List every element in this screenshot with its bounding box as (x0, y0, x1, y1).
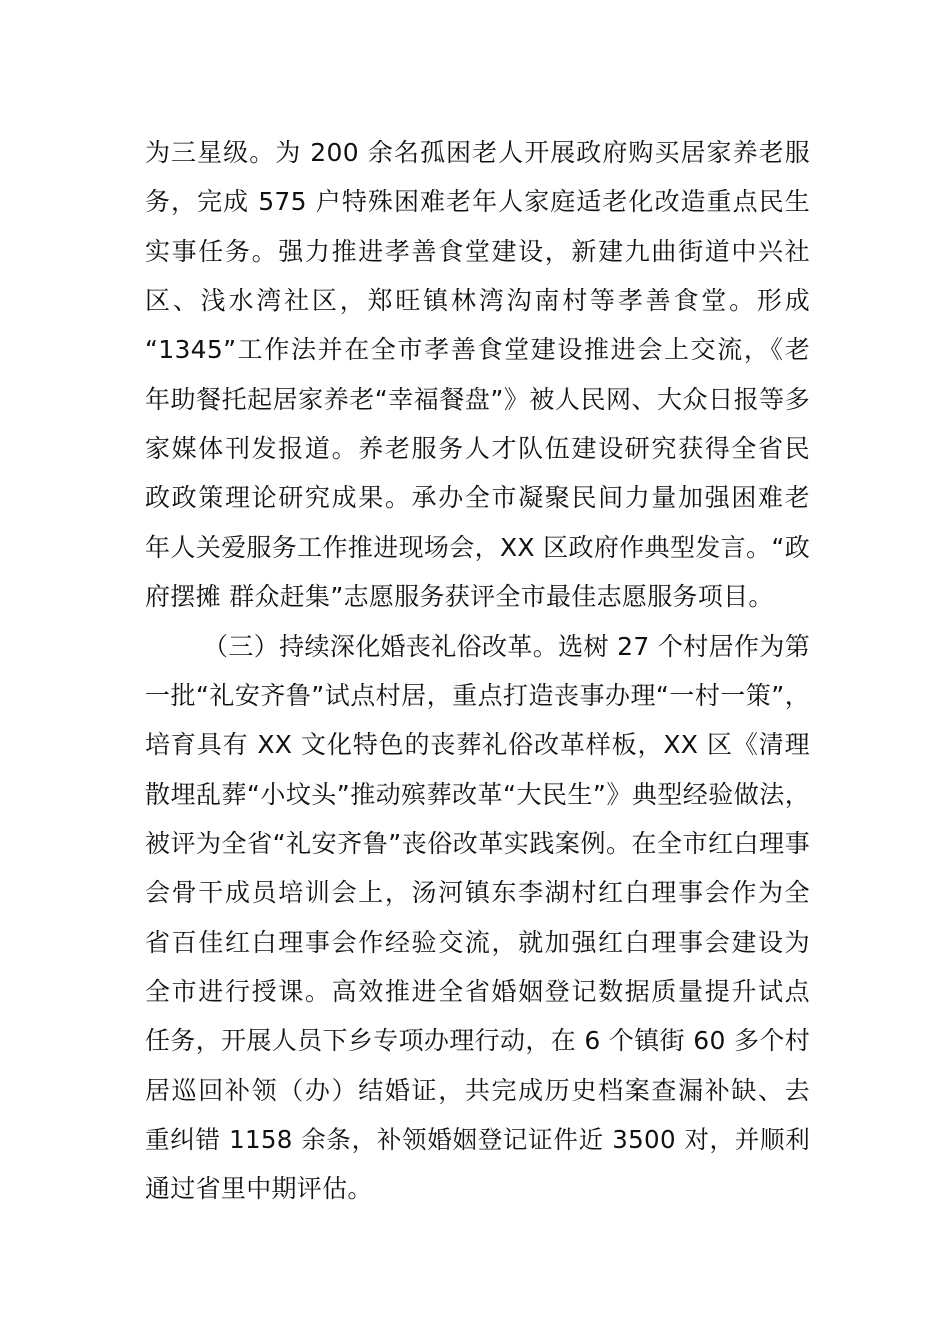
paragraph-line: 实事任务。强力推进孝善食堂建设，新建九曲街道中兴社 (145, 237, 810, 266)
paragraph-line: 年人关爱服务工作推进现场会，XX 区政府作典型发言。“政 (145, 533, 810, 562)
paragraph-line: 务，完成 575 户特殊困难老年人家庭适老化改造重点民生 (145, 187, 810, 216)
paragraph-line: “1345”工作法并在全市孝善食堂建设推进会上交流，《老 (145, 335, 810, 364)
paragraph-line: 省百佳红白理事会作经验交流，就加强红白理事会建设为 (145, 928, 810, 957)
paragraph-line: 政政策理论研究成果。承办全市凝聚民间力量加强困难老 (145, 483, 810, 512)
paragraph-line: 家媒体刊发报道。养老服务人才队伍建设研究获得全省民 (145, 434, 810, 463)
paragraph-line: 府摆摊 群众赶集”志愿服务获评全市最佳志愿服务项目。 (145, 582, 774, 611)
paragraph-line: 散埋乱葬“小坟头”推动殡葬改革“大民生”》典型经验做法， (145, 780, 810, 809)
section-heading-line: （三）持续深化婚丧礼俗改革。选树 27 个村居作为第 (203, 632, 810, 661)
paragraph-line: 全市进行授课。高效推进全省婚姻登记数据质量提升试点 (145, 977, 810, 1006)
paragraph-line: 重纠错 1158 余条，补领婚姻登记证件近 3500 对，并顺利 (145, 1125, 810, 1154)
paragraph-line: 一批“礼安齐鲁”试点村居，重点打造丧事办理“一村一策”， (145, 681, 810, 710)
paragraph-line: 居巡回补领（办）结婚证，共完成历史档案查漏补缺、去 (145, 1076, 810, 1105)
paragraph-line: 被评为全省“礼安齐鲁”丧俗改革实践案例。在全市红白理事 (145, 829, 810, 858)
paragraph-line: 任务，开展人员下乡专项办理行动，在 6 个镇街 60 多个村 (145, 1026, 810, 1055)
paragraph-line: 为三星级。为 200 余名孤困老人开展政府购买居家养老服 (145, 138, 810, 167)
paragraph-line: 通过省里中期评估。 (145, 1174, 373, 1203)
paragraph-line: 会骨干成员培训会上，汤河镇东李湖村红白理事会作为全 (145, 878, 810, 907)
paragraph-line: 年助餐托起居家养老“幸福餐盘”》被人民网、大众日报等多 (145, 385, 810, 414)
paragraph-line: 培育具有 XX 文化特色的丧葬礼俗改革样板，XX 区《清理 (145, 730, 810, 759)
paragraph-line: 区、浅水湾社区，郑旺镇林湾沟南村等孝善食堂。形成 (145, 286, 810, 315)
